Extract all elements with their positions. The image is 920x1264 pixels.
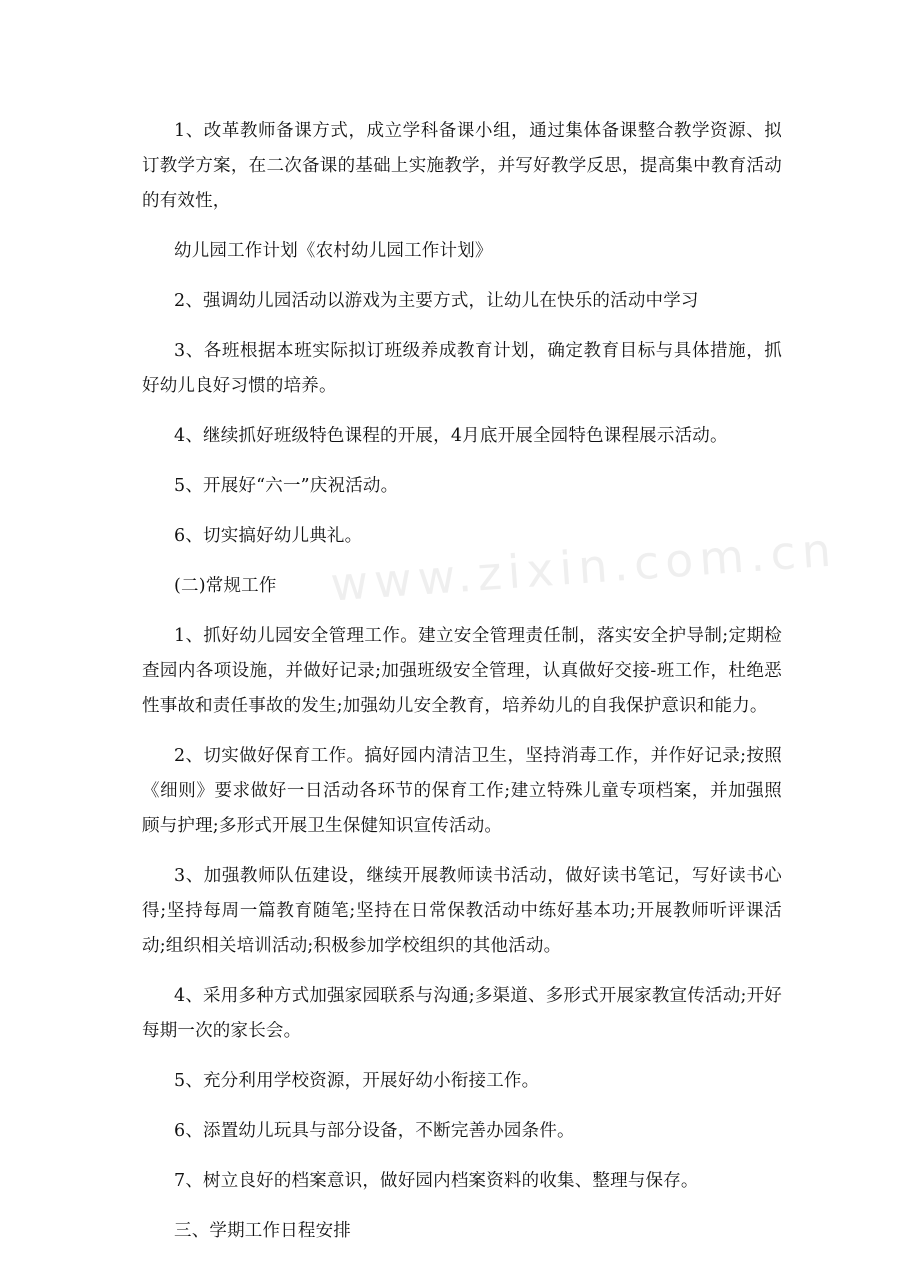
document-body — [142, 114, 782, 1264]
paragraph-june-first: 5、开展好“六一”庆祝活动。 — [174, 476, 399, 496]
paragraph-home-school: 4、采用多种方式加强家园联系与沟通;多渠道、多形式开展家教宣传活动;开好每期一次的家长会。 — [142, 986, 782, 1041]
section-heading-routine-work: (二)常规工作 — [174, 576, 277, 596]
paragraph-childcare: 2、切实做好保育工作。搞好园内清洁卫生，坚持消毒工作，并作好记录;按照《细则》要求做好一日活动各环节的保育工作;建立特殊儿童专项档案，并加强照顾与护理;多形式开展卫生保健知识宣传活动。 — [142, 746, 782, 836]
paragraph-ceremony: 6、切实搞好幼儿典礼。 — [174, 526, 363, 546]
paragraph-transition: 5、充分利用学校资源，开展好幼小衔接工作。 — [174, 1071, 540, 1091]
watermark: www.zixin.com.cn — [328, 522, 839, 612]
paragraph-reform-lesson-prep: 1、改革教师备课方式，成立学科备课小组，通过集体备课整合教学资源、拟订教学方案，在二次备课的基础上实施教学，并写好教学反思，提高集中教育活动的有效性， — [142, 121, 782, 211]
paragraph-plan-title: 幼儿园工作计划《农村幼儿园工作计划》 — [174, 241, 493, 261]
paragraph-special-courses: 4、继续抓好班级特色课程的开展，4月底开展全园特色课程展示活动。 — [174, 426, 728, 446]
paragraph-game-activities: 2、强调幼儿园活动以游戏为主要方式，让幼儿在快乐的活动中学习 — [174, 291, 699, 311]
paragraph-class-habits: 3、各班根据本班实际拟订班级养成教育计划，确定教育目标与具体措施，抓好幼儿良好习惯的培养。 — [142, 341, 782, 396]
paragraph-teacher-development: 3、加强教师队伍建设，继续开展教师读书活动，做好读书笔记，写好读书心得;坚持每周一篇教育随笔;坚持在日常保教活动中练好基本功;开展教师听评课活动;组织相关培训活动;积极参加学校组织的其他活动。 — [142, 866, 782, 956]
paragraph-equipment: 6、添置幼儿玩具与部分设备，不断完善办园条件。 — [174, 1121, 575, 1141]
section-heading-schedule: 三、学期工作日程安排 — [174, 1221, 351, 1241]
paragraph-archives: 7、树立良好的档案意识，做好园内档案资料的收集、整理与保存。 — [174, 1171, 699, 1191]
paragraph-safety: 1、抓好幼儿园安全管理工作。建立安全管理责任制，落实安全护导制;定期检查园内各项设施，并做好记录;加强班级安全管理，认真做好交接-班工作，杜绝恶性事故和责任事故的发生;加强幼儿安全教育，培养幼儿的自我保护意识和能力。 — [142, 626, 782, 716]
